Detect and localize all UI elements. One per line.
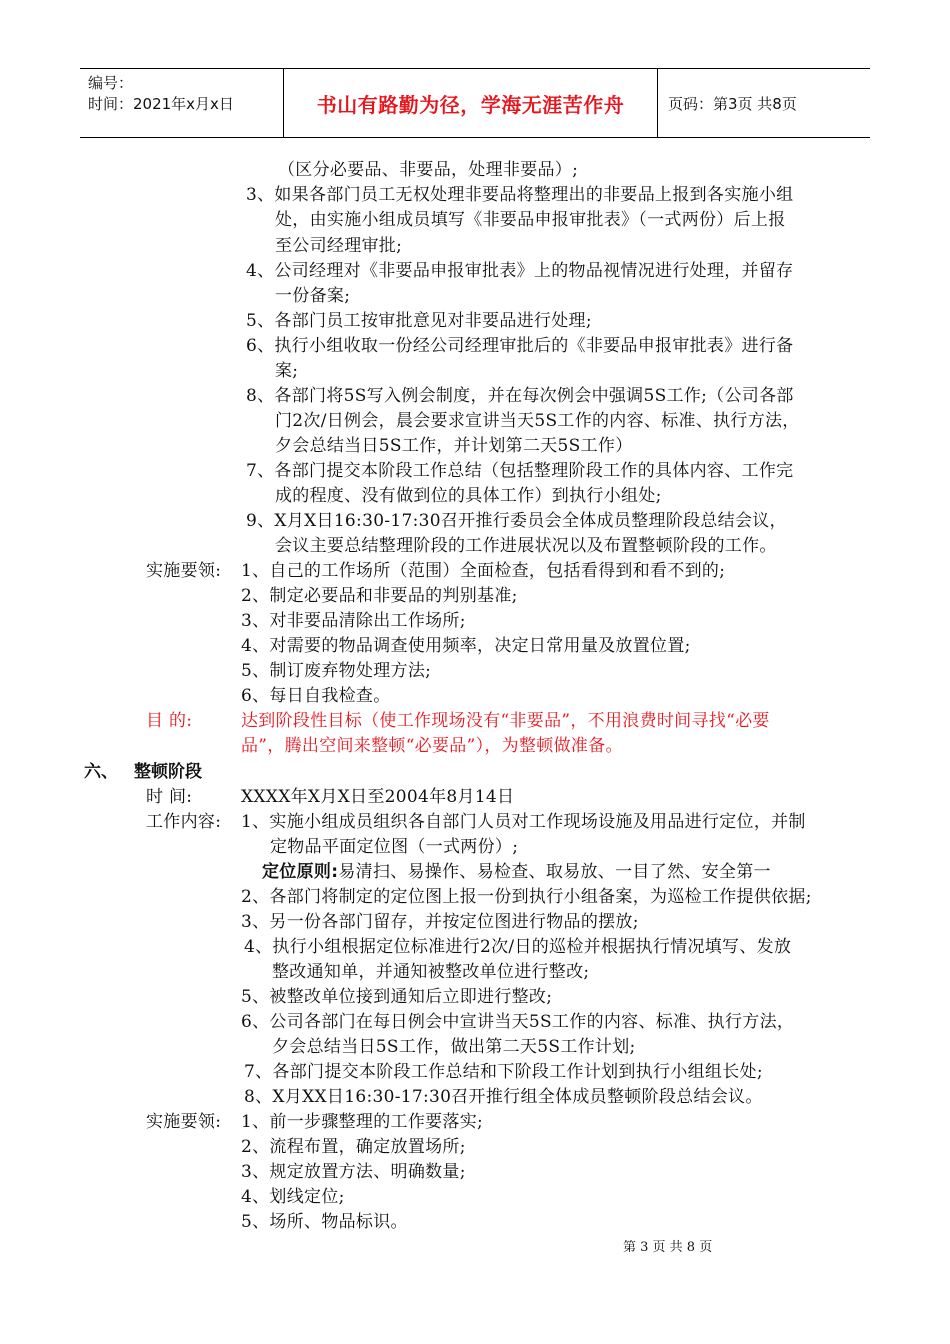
text-line: 6、执行小组收取一份经公司经理审批后的《非要品申报审批表》进行备	[246, 336, 794, 356]
impl-item: 6、每日自我检查。	[241, 686, 391, 706]
work-item: 7、各部门提交本阶段工作总结和下阶段工作计划到执行小组组长处;	[244, 1062, 763, 1082]
page-header	[80, 68, 870, 138]
work-item: 定物品平面定位图（一式两份）;	[270, 837, 519, 857]
work-item: 6、公司各部门在每日例会中宣讲当天5S工作的内容、标准、执行方法，	[241, 1012, 795, 1032]
impl-label: 实施要领:	[146, 1112, 222, 1132]
text-line: 成的程度、没有做到位的具体工作）到执行小组处;	[275, 486, 662, 506]
positioning-principle	[262, 860, 771, 884]
text-line: 7、各部门提交本阶段工作总结（包括整理阶段工作的具体内容、工作完	[246, 461, 794, 481]
impl-item: 4、对需要的物品调查使用频率，决定日常用量及放置位置;	[241, 636, 691, 656]
text-line: 夕会总结当日5S工作，并计划第二天5S工作）	[275, 436, 633, 456]
work-item: 3、另一份各部门留存，并按定位图进行物品的摆放;	[241, 912, 639, 932]
text-line: 9、X月X日16:30-17:30召开推行委员会全体成员整理阶段总结会议，	[246, 511, 787, 531]
section-number: 六、	[84, 762, 118, 782]
time-value: XXXX年X月X日至2004年8月14日	[241, 787, 515, 807]
work-item: 1、实施小组成员组织各自部门人员对工作现场设施及用品进行定位，并制	[241, 812, 806, 832]
impl-item: 1、前一步骤整理的工作要落实;	[241, 1112, 484, 1132]
text-line: 至公司经理审批;	[275, 236, 403, 256]
impl-item: 2、流程布置，确定放置场所;	[241, 1137, 466, 1157]
text-line: 处，由实施小组成员填写《非要品申报审批表》（一式两份）后上报	[275, 210, 786, 230]
goal-text: 品”，腾出空间来整顿“必要品”），为整顿做准备。	[241, 736, 623, 756]
section-title: 整顿阶段	[134, 762, 202, 782]
impl-item: 3、对非要品清除出工作场所;	[241, 611, 466, 631]
impl-item: 5、制订废弃物处理方法;	[241, 661, 432, 681]
work-item: 2、各部门将制定的定位图上报一份到执行小组备案，为巡检工作提供依据;	[241, 887, 812, 907]
text-line: 门2次/日例会，晨会要求宣讲当天5S工作的内容、标准、执行方法，	[275, 411, 800, 431]
impl-label: 实施要领:	[146, 561, 222, 581]
work-item: 夕会总结当日5S工作，做出第二天5S工作计划;	[272, 1037, 636, 1057]
impl-item: 2、制定必要品和非要品的判别基准;	[241, 586, 518, 606]
text-line: 会议主要总结整理阶段的工作进展状况以及布置整顿阶段的工作。	[275, 536, 777, 556]
work-item: 4、执行小组根据定位标准进行2次/日的巡检并根据执行情况填写、发放	[244, 937, 792, 957]
header-time-label: 时间：2021年x月x日	[88, 95, 234, 113]
work-item: 5、被整改单位接到通知后立即进行整改;	[241, 987, 553, 1007]
work-item: 整改通知单，并通知被整改单位进行整改;	[272, 962, 590, 982]
principle-text: 易清扫、易操作、易检查、取易放、一目了然、安全第一	[338, 862, 771, 882]
work-label: 工作内容:	[146, 812, 222, 832]
time-label: 时 间:	[146, 787, 193, 807]
text-line: 一份备案;	[275, 286, 351, 306]
header-page-info: 页码：第3页 共8页	[668, 94, 797, 113]
header-meta	[80, 69, 284, 137]
impl-item: 4、划线定位;	[241, 1187, 345, 1207]
page-footer: 第 3 页 共 8 页	[623, 1240, 713, 1255]
text-line: 案;	[275, 361, 299, 381]
impl-item: 1、自己的工作场所（范围）全面检查，包括看得到和看不到的;	[241, 561, 726, 581]
text-line: 4、公司经理对《非要品申报审批表》上的物品视情况进行处理，并留存	[246, 261, 794, 281]
goal-label: 目 的:	[146, 711, 193, 731]
goal-text: 达到阶段性目标（使工作现场没有“非要品”，不用浪费时间寻找“必要	[241, 711, 770, 731]
text-line: 3、如果各部门员工无权处理非要品将整理出的非要品上报到各实施小组	[246, 185, 794, 205]
principle-label: 定位原则:	[262, 862, 339, 882]
impl-item: 3、规定放置方法、明确数量;	[241, 1162, 466, 1182]
text-line: 8、各部门将5S写入例会制度，并在每次例会中强调5S工作;（公司各部	[246, 386, 794, 406]
text-line: 5、各部门员工按审批意见对非要品进行处理;	[246, 311, 592, 331]
text-line: （区分必要品、非要品，处理非要品）;	[278, 160, 579, 180]
header-number-label: 编号：	[88, 74, 134, 92]
work-item: 8、X月XX日16:30-17:30召开推行组全体成员整顿阶段总结会议。	[244, 1087, 763, 1107]
impl-item: 5、场所、物品标识。	[241, 1212, 408, 1232]
header-motto: 书山有路勤为径，学海无涯苦作舟	[284, 69, 658, 137]
